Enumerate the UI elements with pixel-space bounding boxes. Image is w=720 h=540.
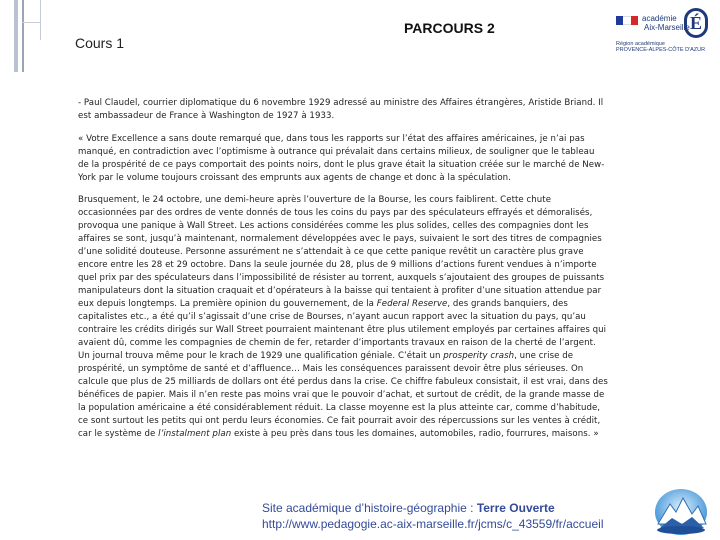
course-label: Cours 1 — [75, 35, 125, 51]
footer — [262, 500, 603, 532]
academy-name: académie Aix-Marseille — [642, 14, 690, 32]
academy-logo — [612, 8, 714, 54]
french-flag-icon — [616, 16, 638, 25]
quote-paragraph-2: Brusquement, le 24 octobre, une demi-heure après l’ouverture de la Bourse, les cours faiblirent. Cette chute occasionnées par des ordres de vente donnés de tous les coins du pays par des spéculateurs effrayés et démoralisés, provoqua une panique à Wall Street. Les actions considérées comme les plus solides, celles des compagnies dont les affaires se sont, jusqu’à maintenant, normalement développées avec le pays, suivaient le sort des titres de compagnies d’une solidité douteuse. Personne assurément ne s’attendait à ce que cette panique revêtit un caractère plus grave encore entre les 28 et 29 octobre. Dans la seule journée du 28, plus de 9 millions d’actions furent vendues à n’importe quel prix par des spéculateurs dans l’impossibilité de résister au torrent, auxquels s’ajoutaient des groupes de puissants manipulateurs dont la situation craquait et d’opérateurs à la baisse qui tentaient à profiter d’une situation attendue par eux depuis longtemps. La première opinion du gouvernement, de la Federal Reserve, des grands banquiers, des capitalistes etc., a été qu’il s’agissait d’une crise de Bourses, n’ayant aucun rapport avec la situation du pays, qu’au contraire les crédits dirigés sur Wall Street pourraient maintenant être plus utilement employés par certaines affaires qui avaient dû, comme les compagnies de chemin de fer, retarder d’importants travaux en raison de la cherté de l’argent. Un journal trouva même pour le krach de 1929 une qualification géniale. C’était un prosperity crash, une crise de prospérité, un symptôme de santé et d’affluence… Mais les conséquences paraissent devoir être plus sérieuses. On calcule que plus de 25 milliards de dollars ont été perdus dans la crise. Ce chiffre fabuleux consistait, il est vrai, dans des bénéfices de papier. Mais il n’en reste pas moins vrai que le pouvoir d’achat, et surtout de crédit, de la grande masse de la population américaine a été considérablement réduit. La classe moyenne est la plus atteinte car, comme d’habitude, ce sont surtout les petits qui ont perdu leurs économies. Ce fait pourrait avoir des répercussions sur les ventes à crédit, car le système de l’instalment plan existe à peu près dans tous les domaines, automobiles, radio, fourrures, maisons. » — [78, 195, 608, 439]
decorative-line — [22, 22, 40, 23]
site-credit: Site académique d’histoire-géographie : Terre Ouverte — [262, 501, 555, 515]
site-url-link[interactable]: http://www.pedagogie.ac-aix-marseille.fr/jcms/c_43559/fr/accueil — [262, 517, 604, 531]
decorative-line — [40, 0, 41, 40]
page-title: PARCOURS 2 — [404, 20, 495, 36]
region-label: Région académique PROVENCE-ALPES-CÔTE D'AZUR — [616, 41, 706, 53]
quote-paragraph-1: « Votre Excellence a sans doute remarqué que, dans tous les rapports sur l’état des affaires américaines, je n’ai pas manqué, en contradiction avec l’optimisme à outrance qui prévalait dans certains milieux, de souligner que le tableau de la prospérité de ce pays comportait des points noirs, dont le plus grave était la situation créée sur le marché de New-York par le volume toujours croissant des emprunts aux agents de change et donc à la spéculation. — [78, 134, 605, 183]
decorative-line — [14, 0, 18, 72]
document-text — [78, 97, 608, 450]
academy-emblem-icon: É — [684, 8, 708, 38]
source-intro: - Paul Claudel, courrier diplomatique du 6 novembre 1929 adressé au ministre des Affaires étrangères, Aristide Briand. Il est ambassadeur de France à Washington de 1927 à 1933. — [78, 98, 604, 121]
terre-ouverte-logo-icon — [652, 484, 710, 536]
decorative-line — [22, 0, 24, 72]
